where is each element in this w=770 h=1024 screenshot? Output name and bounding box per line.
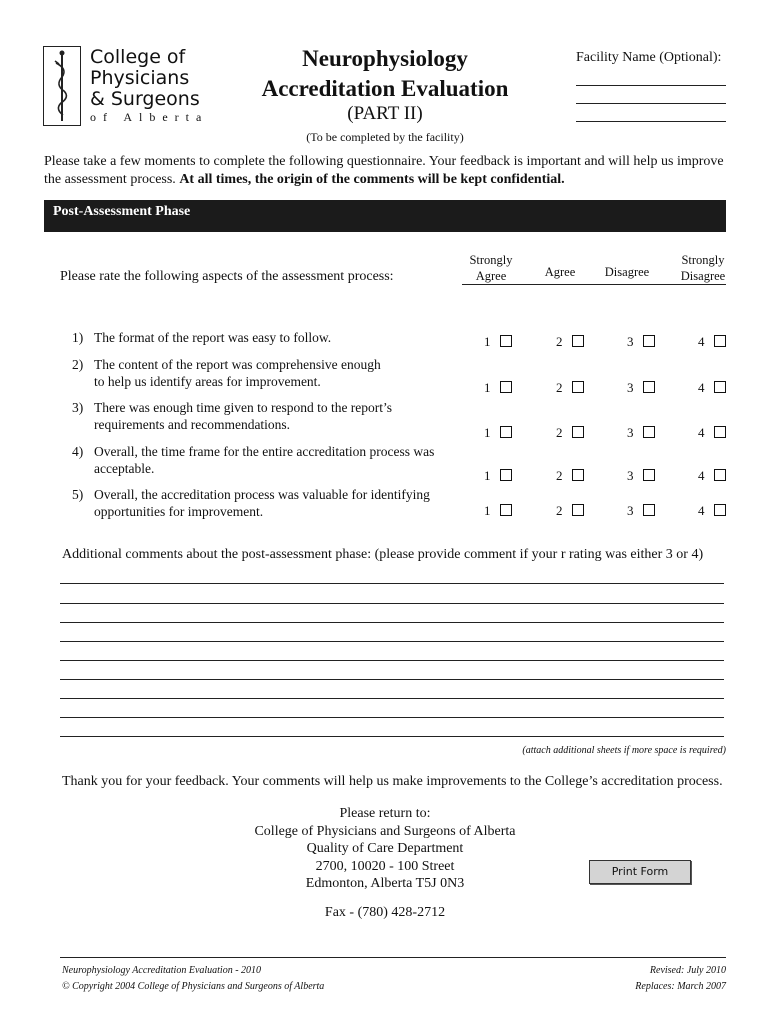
rating-option[interactable]	[627, 380, 655, 396]
rating-checkbox[interactable]	[643, 381, 655, 393]
logo-text-line1: College of	[90, 46, 186, 68]
rating-checkbox[interactable]	[500, 381, 512, 393]
section-header: Post-Assessment Phase	[44, 200, 726, 232]
rating-number: 4	[698, 334, 705, 349]
rating-option[interactable]	[627, 503, 655, 519]
rating-option[interactable]	[556, 503, 584, 519]
part-label: (PART II)	[347, 103, 423, 124]
rating-number: 4	[698, 468, 705, 483]
header-strongly-disagree-line2: Disagree	[680, 269, 726, 283]
logo-text-subtitle: of Alberta	[90, 110, 209, 124]
caduceus-icon	[44, 47, 80, 125]
rating-option[interactable]	[627, 334, 655, 350]
rating-option[interactable]	[556, 468, 584, 484]
rating-checkbox[interactable]	[714, 469, 726, 481]
rating-option[interactable]	[698, 334, 726, 350]
question-1	[72, 329, 452, 346]
rating-option[interactable]	[556, 334, 584, 350]
attach-note: (attach additional sheets if more space is required)	[522, 745, 726, 756]
rating-number: 1	[484, 334, 491, 349]
question-2	[72, 356, 452, 390]
facility-name-label: Facility Name (Optional):	[576, 50, 722, 65]
comment-line[interactable]	[60, 660, 724, 661]
comment-line[interactable]	[60, 641, 724, 642]
completion-note: (To be completed by the facility)	[306, 130, 464, 144]
header-strongly-disagree	[673, 252, 733, 284]
question-text: The content of the report was comprehensive enough	[94, 357, 381, 372]
rating-number: 3	[627, 380, 634, 395]
question-4	[72, 443, 452, 477]
rating-checkbox[interactable]	[572, 426, 584, 438]
header-strongly-agree-line1: Strongly	[469, 253, 513, 267]
rating-number: 1	[484, 380, 491, 395]
return-street: 2700, 10020 - 100 Street	[315, 858, 455, 874]
return-dept: Quality of Care Department	[306, 841, 464, 856]
rating-option[interactable]	[484, 425, 512, 441]
comment-line[interactable]	[60, 603, 724, 604]
logo-text-line3: & Surgeons	[90, 88, 200, 110]
question-text: There was enough time given to respond to the report’s	[94, 400, 393, 415]
rating-checkbox[interactable]	[643, 335, 655, 347]
rating-option[interactable]	[484, 380, 512, 396]
footer-revised: Revised: July 2010	[649, 965, 726, 976]
rating-number: 2	[556, 334, 563, 349]
rating-number: 2	[556, 425, 563, 440]
rating-checkbox[interactable]	[500, 335, 512, 347]
rating-option[interactable]	[484, 468, 512, 484]
rating-option[interactable]	[698, 503, 726, 519]
comment-line[interactable]	[60, 622, 724, 623]
footer-divider	[60, 957, 726, 958]
question-number: 2)	[72, 357, 84, 372]
fax-number: Fax - (780) 428-2712	[324, 905, 446, 920]
facility-name-field-line3[interactable]	[576, 121, 726, 122]
rating-number: 4	[698, 380, 705, 395]
return-city: Edmonton, Alberta T5J 0N3	[305, 876, 465, 891]
rating-checkbox[interactable]	[572, 504, 584, 516]
header-strongly-disagree-line1: Strongly	[681, 253, 725, 267]
header-strongly-agree	[462, 252, 520, 284]
page-title-line1: Neurophysiology	[302, 46, 468, 71]
return-heading: Please return to:	[339, 806, 431, 821]
facility-name-field-line1[interactable]	[576, 85, 726, 86]
header-divider	[462, 284, 726, 285]
rating-number: 4	[698, 503, 705, 518]
rating-number: 3	[627, 425, 634, 440]
return-address	[200, 805, 570, 893]
rating-checkbox[interactable]	[500, 469, 512, 481]
question-text-cont: to help us identify areas for improvement.	[94, 374, 321, 389]
rating-number: 4	[698, 425, 705, 440]
intro-paragraph	[44, 153, 734, 189]
rating-checkbox[interactable]	[643, 426, 655, 438]
return-org: College of Physicians and Surgeons of Alberta	[254, 823, 516, 839]
thank-you-text: Thank you for your feedback. Your comments will help us make improvements to the College’s accreditation process.	[62, 774, 723, 789]
footer-replaces: Replaces: March 2007	[635, 981, 726, 992]
header-disagree: Disagree	[604, 265, 650, 279]
comment-line[interactable]	[60, 583, 724, 584]
question-number: 5)	[72, 487, 84, 502]
print-form-button[interactable]: Print Form	[589, 860, 691, 884]
question-text: Overall, the time frame for the entire accreditation process was	[94, 444, 435, 459]
rating-checkbox[interactable]	[500, 426, 512, 438]
rating-checkbox[interactable]	[643, 469, 655, 481]
rating-number: 1	[484, 425, 491, 440]
rating-number: 2	[556, 468, 563, 483]
rating-option[interactable]	[627, 425, 655, 441]
footer-form-name: Neurophysiology Accreditation Evaluation - 2010	[62, 965, 262, 976]
rating-option[interactable]	[484, 503, 512, 519]
rating-checkbox[interactable]	[572, 381, 584, 393]
question-text-cont: opportunities for improvement.	[94, 504, 264, 519]
rating-option[interactable]	[556, 380, 584, 396]
comments-label: Additional comments about the post-assessment phase: (please provide comment if your r rating was either 3 or 4)	[62, 547, 704, 562]
rating-number: 3	[627, 334, 634, 349]
rating-checkbox[interactable]	[714, 426, 726, 438]
rating-checkbox[interactable]	[572, 335, 584, 347]
intro-text: Please take a few moments to complete the following questionnaire. Your feedback is important and will help us improve the assessment process.	[44, 154, 724, 187]
header-strongly-agree-line2: Agree	[475, 269, 507, 283]
rating-checkbox[interactable]	[572, 469, 584, 481]
rating-checkbox[interactable]	[714, 335, 726, 347]
comment-line[interactable]	[60, 679, 724, 680]
question-number: 4)	[72, 444, 84, 459]
page-title-line2: Accreditation Evaluation	[261, 76, 509, 101]
logo-emblem	[43, 46, 81, 126]
intro-confidential-text: At all times, the origin of the comments will be kept confidential.	[179, 172, 565, 187]
rating-number: 3	[627, 468, 634, 483]
rating-option[interactable]	[698, 380, 726, 396]
logo-text-line2: Physicians	[90, 67, 190, 89]
question-number: 3)	[72, 400, 84, 415]
footer-copyright: © Copyright 2004 College of Physicians and Surgeons of Alberta	[62, 981, 325, 992]
rating-checkbox[interactable]	[714, 381, 726, 393]
rating-number: 3	[627, 503, 634, 518]
question-text: The format of the report was easy to follow.	[94, 330, 332, 345]
question-3	[72, 399, 452, 433]
rating-checkbox[interactable]	[643, 504, 655, 516]
rating-option[interactable]	[698, 468, 726, 484]
rating-checkbox[interactable]	[714, 504, 726, 516]
comment-line[interactable]	[60, 736, 724, 737]
rating-number: 1	[484, 468, 491, 483]
rating-prompt: Please rate the following aspects of the assessment process:	[60, 269, 394, 284]
rating-checkbox[interactable]	[500, 504, 512, 516]
rating-option[interactable]	[698, 425, 726, 441]
rating-option[interactable]	[556, 425, 584, 441]
question-number: 1)	[72, 330, 84, 345]
comment-line[interactable]	[60, 698, 724, 699]
rating-option[interactable]	[484, 334, 512, 350]
header-agree: Agree	[544, 265, 576, 279]
comment-line[interactable]	[60, 717, 724, 718]
rating-number: 2	[556, 503, 563, 518]
rating-option[interactable]	[627, 468, 655, 484]
question-5	[72, 486, 452, 520]
question-text-cont: requirements and recommendations.	[94, 417, 291, 432]
facility-name-field-line2[interactable]	[576, 103, 726, 104]
question-text-cont: acceptable.	[94, 461, 155, 476]
rating-number: 2	[556, 380, 563, 395]
rating-number: 1	[484, 503, 491, 518]
question-text: Overall, the accreditation process was valuable for identifying	[94, 487, 430, 502]
